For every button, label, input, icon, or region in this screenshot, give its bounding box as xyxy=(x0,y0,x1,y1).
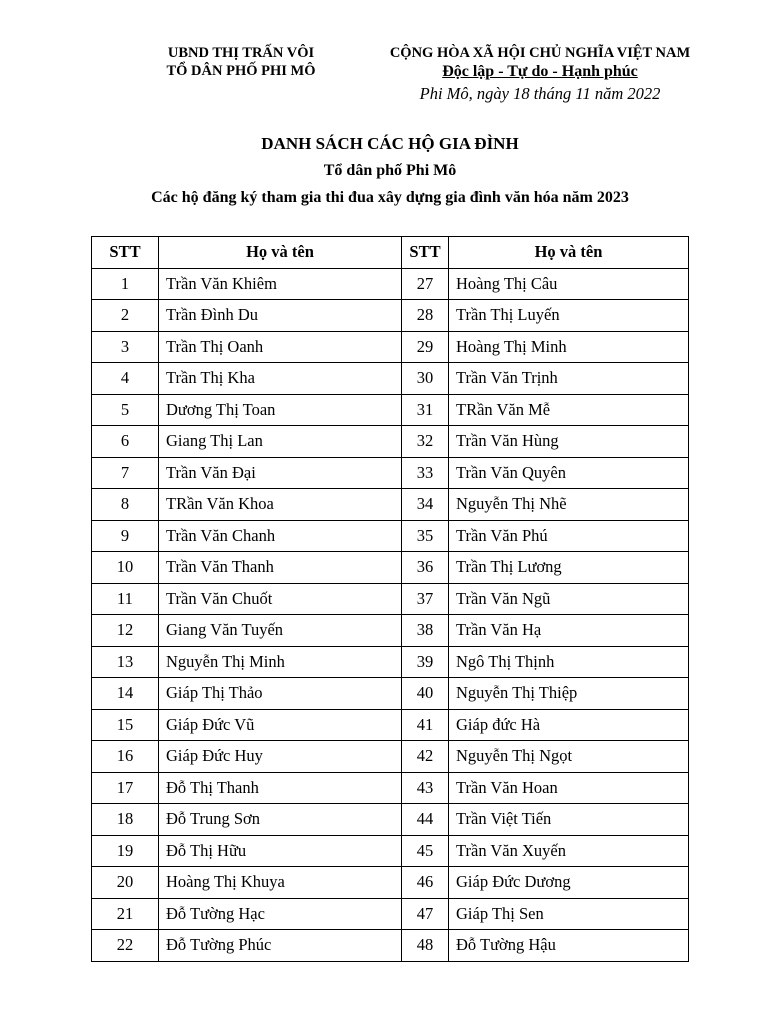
table-row xyxy=(92,552,689,584)
table-header-row xyxy=(92,237,689,269)
table-row xyxy=(92,741,689,773)
cell-stt-right: 30 xyxy=(402,363,449,395)
cell-name-right: Trần Thị Luyến xyxy=(449,300,689,332)
table-row xyxy=(92,363,689,395)
cell-name-left: Đỗ Tường Phúc xyxy=(159,930,402,962)
cell-stt-left: 12 xyxy=(92,615,159,647)
cell-stt-right: 46 xyxy=(402,867,449,899)
table-row xyxy=(92,898,689,930)
cell-stt-left: 20 xyxy=(92,867,159,899)
cell-stt-right: 28 xyxy=(402,300,449,332)
table-row xyxy=(92,615,689,647)
cell-stt-left: 6 xyxy=(92,426,159,458)
cell-stt-left: 17 xyxy=(92,772,159,804)
cell-name-left: Đỗ Thị Hữu xyxy=(159,835,402,867)
cell-stt-right: 31 xyxy=(402,394,449,426)
header-name-left: Họ và tên xyxy=(159,237,402,269)
document-date: Phi Mô, ngày 18 tháng 11 năm 2022 xyxy=(419,84,661,103)
header-stt-left: STT xyxy=(92,237,159,269)
header-name-right: Họ và tên xyxy=(449,237,689,269)
table-row xyxy=(92,426,689,458)
cell-stt-left: 22 xyxy=(92,930,159,962)
national-motto-block xyxy=(370,44,710,105)
cell-name-right: TRần Văn Mễ xyxy=(449,394,689,426)
issuer-authority: UBND THỊ TRẤN VÔI xyxy=(167,45,315,61)
document-subtitle: Tổ dân phố Phi Mô xyxy=(323,162,457,179)
cell-name-right: Ngô Thị Thịnh xyxy=(449,646,689,678)
cell-name-right: Trần Văn Trịnh xyxy=(449,363,689,395)
cell-name-left: Đỗ Thị Thanh xyxy=(159,772,402,804)
cell-name-left: Trần Văn Khiêm xyxy=(159,268,402,300)
cell-stt-left: 18 xyxy=(92,804,159,836)
cell-stt-right: 34 xyxy=(402,489,449,521)
cell-name-right: Trần Văn Hạ xyxy=(449,615,689,647)
cell-stt-right: 37 xyxy=(402,583,449,615)
issuer-unit: TỔ DÂN PHỐ PHI MÔ xyxy=(166,63,316,79)
table-row xyxy=(92,678,689,710)
cell-stt-right: 32 xyxy=(402,426,449,458)
cell-stt-right: 35 xyxy=(402,520,449,552)
cell-stt-right: 44 xyxy=(402,804,449,836)
table-row xyxy=(92,394,689,426)
cell-name-left: Trần Văn Đại xyxy=(159,457,402,489)
cell-name-left: Trần Văn Thanh xyxy=(159,552,402,584)
table-row xyxy=(92,646,689,678)
cell-stt-left: 21 xyxy=(92,898,159,930)
table-row xyxy=(92,331,689,363)
cell-stt-right: 27 xyxy=(402,268,449,300)
cell-name-left: Giáp Đức Huy xyxy=(159,741,402,773)
cell-name-left: Nguyễn Thị Minh xyxy=(159,646,402,678)
table-row xyxy=(92,930,689,962)
cell-stt-right: 47 xyxy=(402,898,449,930)
cell-name-right: Giáp đức Hà xyxy=(449,709,689,741)
cell-name-left: Giáp Thị Thảo xyxy=(159,678,402,710)
issuer-block xyxy=(128,44,354,80)
cell-stt-left: 15 xyxy=(92,709,159,741)
table-row xyxy=(92,583,689,615)
header-stt-right: STT xyxy=(402,237,449,269)
cell-name-right: Trần Văn Xuyến xyxy=(449,835,689,867)
cell-stt-left: 2 xyxy=(92,300,159,332)
cell-stt-right: 48 xyxy=(402,930,449,962)
cell-name-right: Trần Văn Phú xyxy=(449,520,689,552)
table-row xyxy=(92,772,689,804)
table-row xyxy=(92,835,689,867)
table-row xyxy=(92,268,689,300)
cell-stt-right: 42 xyxy=(402,741,449,773)
cell-stt-left: 16 xyxy=(92,741,159,773)
cell-stt-left: 5 xyxy=(92,394,159,426)
cell-stt-right: 45 xyxy=(402,835,449,867)
cell-name-left: Trần Thị Oanh xyxy=(159,331,402,363)
cell-stt-right: 39 xyxy=(402,646,449,678)
table-row xyxy=(92,709,689,741)
cell-stt-left: 1 xyxy=(92,268,159,300)
document-title: DANH SÁCH CÁC HỘ GIA ĐÌNH xyxy=(261,134,519,153)
cell-stt-left: 7 xyxy=(92,457,159,489)
cell-name-right: Hoàng Thị Câu xyxy=(449,268,689,300)
cell-name-right: Trần Việt Tiến xyxy=(449,804,689,836)
cell-name-left: Đỗ Tường Hạc xyxy=(159,898,402,930)
cell-name-left: Giáp Đức Vũ xyxy=(159,709,402,741)
document-titles xyxy=(0,133,768,208)
national-motto: Độc lập - Tự do - Hạnh phúc xyxy=(442,63,638,80)
cell-name-left: Trần Đình Du xyxy=(159,300,402,332)
cell-name-left: Đỗ Trung Sơn xyxy=(159,804,402,836)
cell-name-right: Trần Văn Hùng xyxy=(449,426,689,458)
country-name: CỘNG HÒA XÃ HỘI CHỦ NGHĨA VIỆT NAM xyxy=(389,45,691,61)
cell-name-left: Trần Thị Kha xyxy=(159,363,402,395)
table-row xyxy=(92,489,689,521)
cell-name-right: Trần Văn Ngũ xyxy=(449,583,689,615)
cell-stt-left: 10 xyxy=(92,552,159,584)
cell-name-left: Giang Thị Lan xyxy=(159,426,402,458)
cell-stt-right: 38 xyxy=(402,615,449,647)
household-table xyxy=(91,236,689,962)
cell-name-right: Nguyễn Thị Nhẽ xyxy=(449,489,689,521)
cell-name-right: Đỗ Tường Hậu xyxy=(449,930,689,962)
cell-stt-right: 43 xyxy=(402,772,449,804)
cell-stt-left: 8 xyxy=(92,489,159,521)
document-description: Các hộ đăng ký tham gia thi đua xây dựng gia đình văn hóa năm 2023 xyxy=(151,189,629,206)
cell-stt-left: 4 xyxy=(92,363,159,395)
cell-stt-left: 13 xyxy=(92,646,159,678)
cell-name-right: Trần Văn Hoan xyxy=(449,772,689,804)
cell-stt-right: 41 xyxy=(402,709,449,741)
cell-stt-left: 3 xyxy=(92,331,159,363)
cell-stt-left: 9 xyxy=(92,520,159,552)
table-body xyxy=(92,268,689,961)
cell-stt-right: 33 xyxy=(402,457,449,489)
cell-name-left: Giang Văn Tuyến xyxy=(159,615,402,647)
cell-stt-left: 19 xyxy=(92,835,159,867)
cell-name-right: Hoàng Thị Minh xyxy=(449,331,689,363)
cell-name-right: Giáp Thị Sen xyxy=(449,898,689,930)
cell-stt-right: 29 xyxy=(402,331,449,363)
cell-name-right: Giáp Đức Dương xyxy=(449,867,689,899)
cell-name-right: Nguyễn Thị Thiệp xyxy=(449,678,689,710)
table-row xyxy=(92,804,689,836)
table-row xyxy=(92,520,689,552)
cell-name-left: Dương Thị Toan xyxy=(159,394,402,426)
cell-name-left: TRần Văn Khoa xyxy=(159,489,402,521)
cell-name-left: Hoàng Thị Khuya xyxy=(159,867,402,899)
cell-name-right: Trần Văn Quyên xyxy=(449,457,689,489)
cell-stt-right: 36 xyxy=(402,552,449,584)
cell-name-right: Trần Thị Lương xyxy=(449,552,689,584)
cell-stt-left: 14 xyxy=(92,678,159,710)
cell-name-left: Trần Văn Chuốt xyxy=(159,583,402,615)
table-row xyxy=(92,457,689,489)
cell-stt-left: 11 xyxy=(92,583,159,615)
cell-name-left: Trần Văn Chanh xyxy=(159,520,402,552)
table-row xyxy=(92,300,689,332)
cell-name-right: Nguyễn Thị Ngọt xyxy=(449,741,689,773)
table-row xyxy=(92,867,689,899)
cell-stt-right: 40 xyxy=(402,678,449,710)
